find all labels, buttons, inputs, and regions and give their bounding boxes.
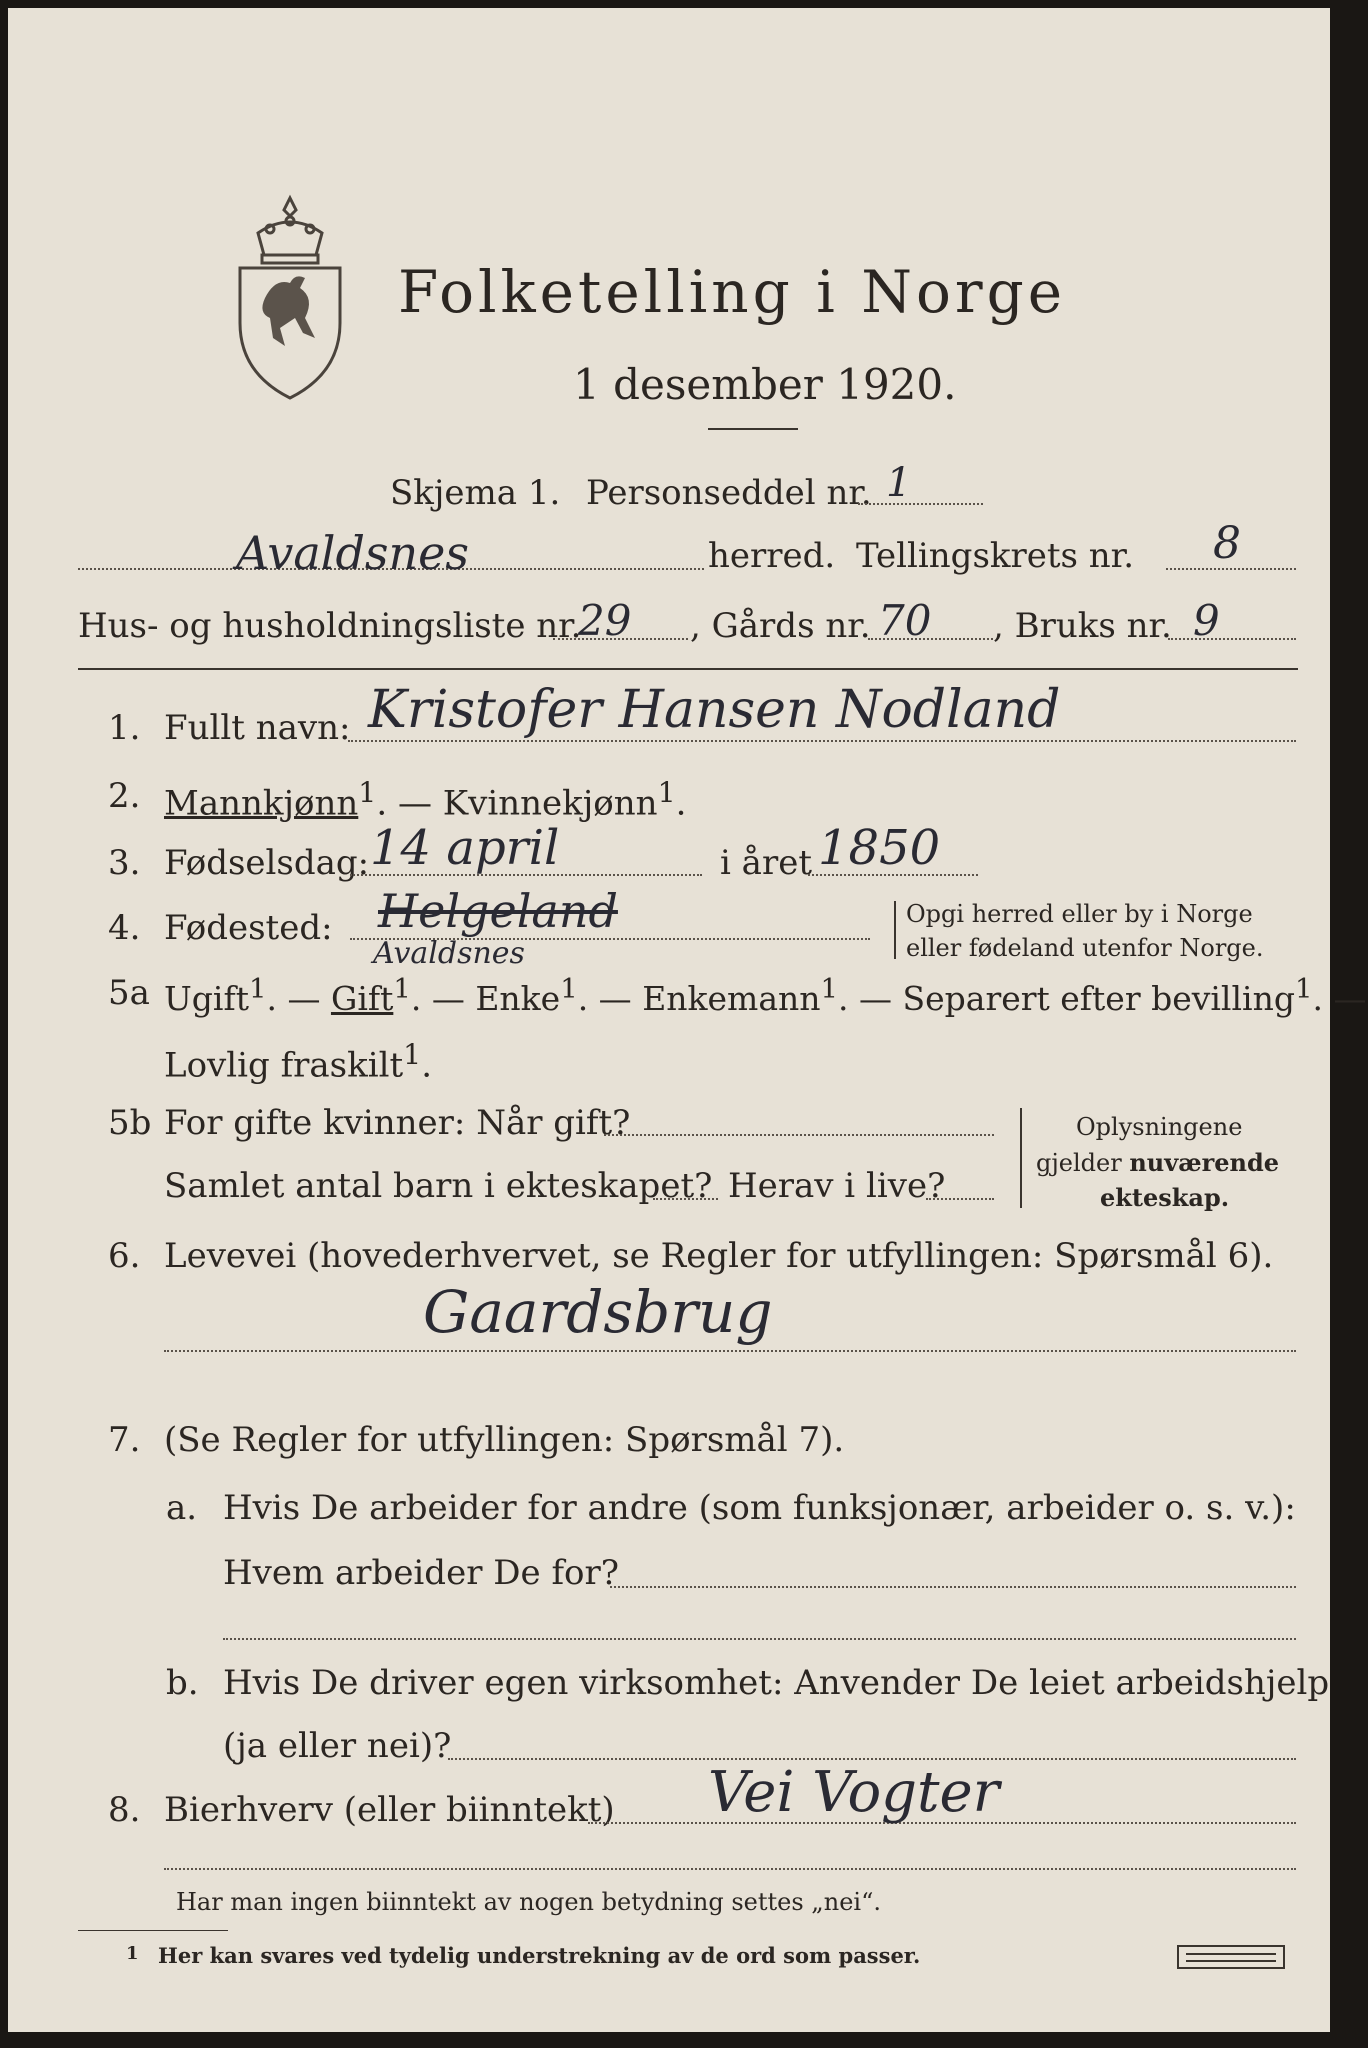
q4-note-line2: eller fødeland utenfor Norge. [906, 934, 1264, 962]
q5a-enkemann[interactable]: Enkemann [642, 979, 821, 1018]
full-name-value[interactable]: Kristofer Hansen Nodland [368, 680, 1061, 740]
q8-extra-line [164, 1868, 1296, 1870]
coat-of-arms-icon [230, 193, 350, 403]
birth-year-value[interactable]: 1850 [818, 820, 941, 876]
q6-number: 6. [108, 1236, 141, 1276]
bruks-value[interactable]: 9 [1193, 596, 1220, 645]
q5b-brace [1020, 1108, 1022, 1208]
personseddel-line [858, 503, 983, 505]
occupation-value[interactable]: Gaardsbrug [423, 1278, 773, 1346]
q3-label: Fødselsdag: [164, 843, 370, 883]
personseddel-value[interactable]: 1 [886, 460, 912, 506]
q4-note-line1: Opgi herred eller by i Norge [906, 900, 1253, 928]
q5b-married-line [604, 1134, 994, 1136]
q7a-extra-line [223, 1638, 1296, 1640]
q5a-options: Ugift$^1$. — Gift$^1$. — Enke$^1$. — Enkemann$^1$. — Separert efter bevilling$^1$. — [164, 973, 1367, 1018]
q7a-letter: a. [166, 1488, 198, 1528]
q7a-hvem-line [610, 1586, 1296, 1588]
herred-value[interactable]: Avaldsnes [236, 526, 469, 580]
q4-brace [894, 901, 896, 959]
q8-label: Bierhverv (eller biinntekt) [164, 1790, 615, 1830]
q5b-label: For gifte kvinner: Når gift? [164, 1103, 631, 1143]
q6-label: Levevei (hovederhvervet, se Regler for utfyllingen: Spørsmål 6). [164, 1236, 1274, 1276]
q1-label: Fullt navn: [164, 708, 351, 748]
q4-number: 4. [108, 908, 141, 948]
census-form [8, 8, 1367, 2032]
tellingskrets-label: Tellingskrets nr. [856, 536, 1135, 576]
q5a-enke[interactable]: Enke [475, 979, 561, 1018]
skjema-label: Skjema 1. [390, 473, 561, 513]
q8-note: Har man ingen biinntekt av nogen betydning settes „nei“. [176, 1888, 881, 1916]
footnote-number: 1 [126, 1943, 139, 1964]
side-occupation-value[interactable]: Vei Vogter [708, 1760, 1000, 1825]
q5a-options-cont: Lovlig fraskilt$^1$. [164, 1038, 432, 1086]
q6-line [164, 1350, 1296, 1352]
printer-stamp-icon [1176, 1944, 1286, 1970]
q5b-number: 5b [108, 1103, 152, 1143]
q2-kvinne[interactable]: Kvinnekjønn [442, 783, 658, 824]
q7b-letter: b. [166, 1663, 199, 1703]
header-divider [78, 668, 1298, 670]
q5b-barn-line [653, 1198, 718, 1200]
gards-value[interactable]: 70 [878, 596, 932, 645]
q5a-number: 5a [108, 973, 150, 1013]
q7-label: (Se Regler for utfyllingen: Spørsmål 7). [164, 1420, 845, 1460]
q5a-fraskilt[interactable]: Lovlig fraskilt [164, 1045, 404, 1086]
q5b-note-line3: ekteskap. [1100, 1183, 1230, 1212]
q3-number: 3. [108, 843, 141, 883]
q1-number: 1. [108, 708, 141, 748]
q4-label: Fødested: [164, 908, 333, 948]
q5b-note-line1: Oplysningene [1076, 1113, 1243, 1141]
birthplace-value[interactable]: Avaldsnes [373, 936, 525, 971]
q5a-ugift[interactable]: Ugift [164, 979, 249, 1018]
title-divider [708, 428, 798, 430]
q8-number: 8. [108, 1790, 141, 1830]
tellingskrets-value[interactable]: 8 [1213, 518, 1241, 569]
q7-number: 7. [108, 1420, 141, 1460]
q5b-note-line2: gjelder nuværende [1036, 1148, 1280, 1177]
birthday-value[interactable]: 14 april [370, 820, 560, 876]
footnote-divider [78, 1930, 228, 1931]
bruks-label: , Bruks nr. [993, 606, 1172, 646]
q5b-live-label: Herav i live? [728, 1166, 946, 1206]
gards-label: , Gårds nr. [690, 606, 871, 646]
birthplace-struck-value: Helgeland [378, 884, 618, 938]
q7b-text: Hvis De driver egen virksomhet: Anvender De leiet arbeidshjelp [223, 1663, 1330, 1703]
q7a-hvem-label: Hvem arbeider De for? [223, 1553, 619, 1593]
q2-mann[interactable]: Mannkjønn [164, 783, 359, 824]
q3-year-label: i året [720, 843, 812, 883]
form-date: 1 desember 1920. [573, 360, 957, 409]
hus-label: Hus- og husholdningsliste nr. [78, 606, 582, 646]
q2-options: Mannkjønn$^1$. — Kvinnekjønn$^1$. [164, 776, 687, 824]
q2-number: 2. [108, 776, 141, 816]
q1-line [348, 740, 1296, 742]
bruks-line [1168, 638, 1296, 640]
personseddel-label: Personseddel nr. [586, 473, 872, 513]
hus-value[interactable]: 29 [578, 596, 632, 645]
q5a-separert[interactable]: Separert efter bevilling [902, 979, 1295, 1018]
q5b-live-line [926, 1198, 994, 1200]
q7b-ja-label: (ja eller nei)? [223, 1726, 452, 1766]
q5a-gift[interactable]: Gift [330, 979, 394, 1018]
q7a-text: Hvis De arbeider for andre (som funksjonær, arbeider o. s. v.): [223, 1488, 1296, 1528]
herred-label: herred. [708, 536, 836, 576]
q5b-barn-label: Samlet antal barn i ekteskapet? [164, 1166, 713, 1206]
form-title: Folketelling i Norge [398, 258, 1067, 326]
footnote-text: Her kan svares ved tydelig understrekning av de ord som passer. [158, 1943, 921, 1968]
